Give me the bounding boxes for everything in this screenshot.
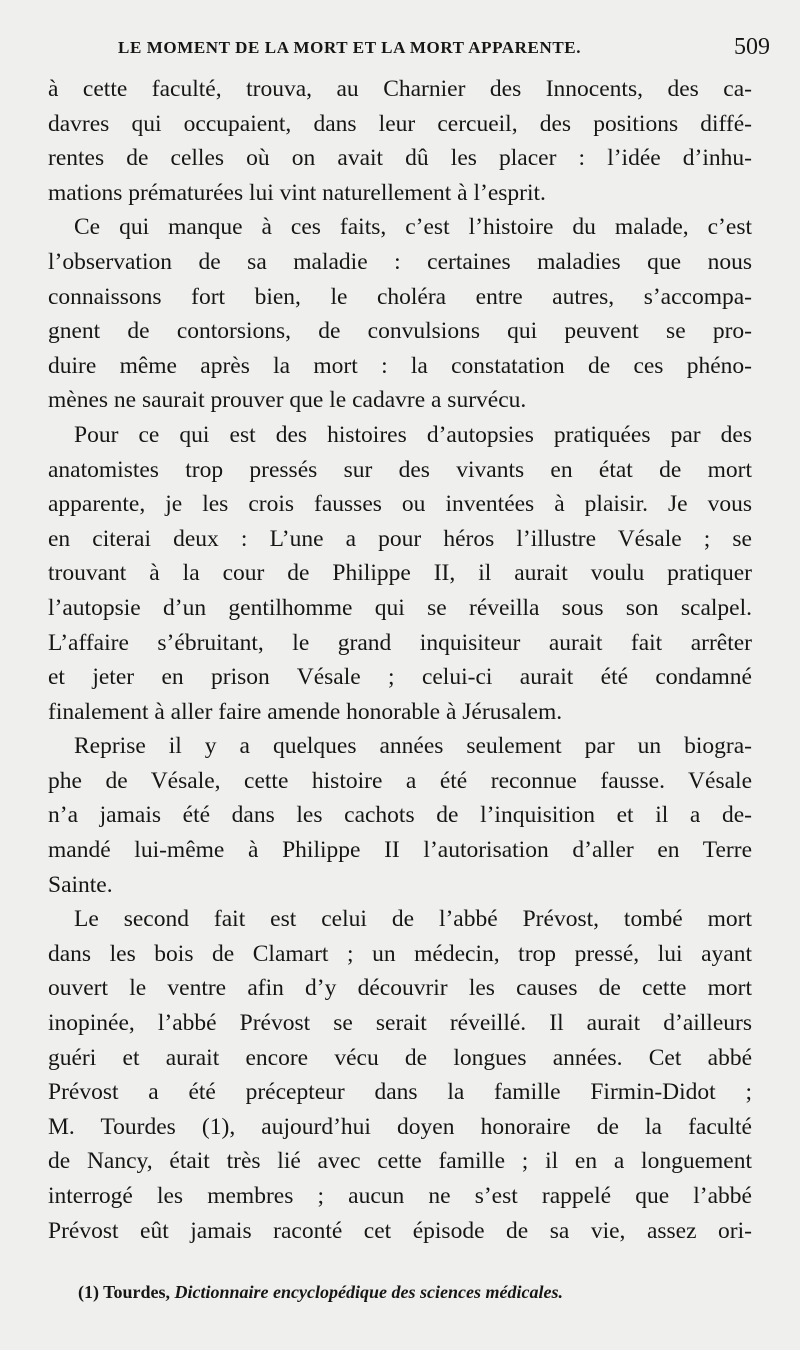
body-text (48, 72, 752, 1248)
text-line: en citerai deux : L’une a pour héros l’illustre Vésale ; se (48, 525, 752, 552)
text-line: Prévost a été précepteur dans la famille Firmin-Didot ; (48, 1079, 752, 1106)
text-line: Ce qui manque à ces faits, c’est l’histoire du malade, c’est (74, 214, 752, 241)
text-line: M. Tourdes (1), aujourd’hui doyen honoraire de la faculté (48, 1113, 752, 1140)
text-line: et jeter en prison Vésale ; celui-ci aurait été condamné (48, 664, 752, 691)
footnote-source: Dictionnaire encyclopédique des sciences médicales. (174, 1282, 563, 1302)
text-line: davres qui occupaient, dans leur cercueil, des positions diffé- (48, 110, 752, 137)
text-line: dans les bois de Clamart ; un médecin, trop pressé, lui ayant (48, 940, 752, 967)
text-line: Pour ce qui est des histoires d’autopsies pratiquées par des (74, 421, 752, 448)
text-line: L’affaire s’ébruitant, le grand inquisiteur aurait fait arrêter (48, 629, 752, 656)
text-line: finalement à aller faire amende honorable à Jérusalem. (48, 698, 563, 725)
text-line: mations prématurées lui vint naturellement à l’esprit. (48, 179, 546, 206)
text-line: interrogé les membres ; aucun ne s’est rappelé que l’abbé (48, 1183, 752, 1209)
text-line: inopinée, l’abbé Prévost se serait réveillé. Il aurait d’ailleurs (48, 1010, 752, 1037)
text-line: Le second fait est celui de l’abbé Prévost, tombé mort (74, 906, 752, 933)
text-line: Prévost eût jamais raconté cet épisode de sa vie, assez ori- (48, 1217, 752, 1244)
text-line: rentes de celles où on avait dû les placer : l’idée d’inhu- (48, 145, 752, 172)
text-line: guéri et aurait encore vécu de longues années. Cet abbé (48, 1044, 752, 1071)
text-line: phe de Vésale, cette histoire a été reconnue fausse. Vésale (48, 767, 752, 794)
text-line: mènes ne saurait prouver que le cadavre a survécu. (48, 387, 527, 414)
text-line: l’autopsie d’un gentilhomme qui se réveilla sous son scalpel. (48, 594, 752, 621)
text-line: mandé lui-même à Philippe II l’autorisation d’aller en Terre (48, 837, 752, 864)
text-line: trouvant à la cour de Philippe II, il aurait voulu pratiquer (48, 560, 752, 587)
text-line: ouvert le ventre afin d’y découvrir les causes de cette mort (48, 975, 752, 1002)
text-line: connaissons fort bien, le choléra entre autres, s’accompa- (48, 283, 752, 310)
text-line: à cette faculté, trouva, au Charnier des Innocents, des ca- (48, 76, 752, 102)
text-line: anatomistes trop pressés sur des vivants en état de mort (48, 456, 752, 483)
text-line: apparente, je les crois fausses ou inventées à plaisir. Je vous (48, 491, 752, 518)
running-title: LE MOMENT DE LA MORT ET LA MORT APPARENTE. (118, 38, 582, 57)
text-line: duire même après la mort : la constatation de ces phéno- (48, 352, 752, 379)
text-line: Reprise il y a quelques années seulement par un biogra- (74, 733, 752, 760)
running-head (118, 34, 770, 68)
text-line: l’observation de sa maladie : certaines maladies que nous (48, 248, 752, 275)
text-line: Sainte. (48, 871, 113, 898)
page-number: 509 (734, 34, 770, 60)
text-line: gnent de contorsions, de convulsions qui peuvent se pro- (48, 318, 752, 345)
footnote-marker: (1) Tourdes, (78, 1282, 171, 1302)
text-line: n’a jamais été dans les cachots de l’inquisition et il a de- (48, 802, 752, 829)
footnote (78, 1282, 758, 1303)
text-line: de Nancy, était très lié avec cette famille ; il en a longuement (48, 1148, 752, 1175)
